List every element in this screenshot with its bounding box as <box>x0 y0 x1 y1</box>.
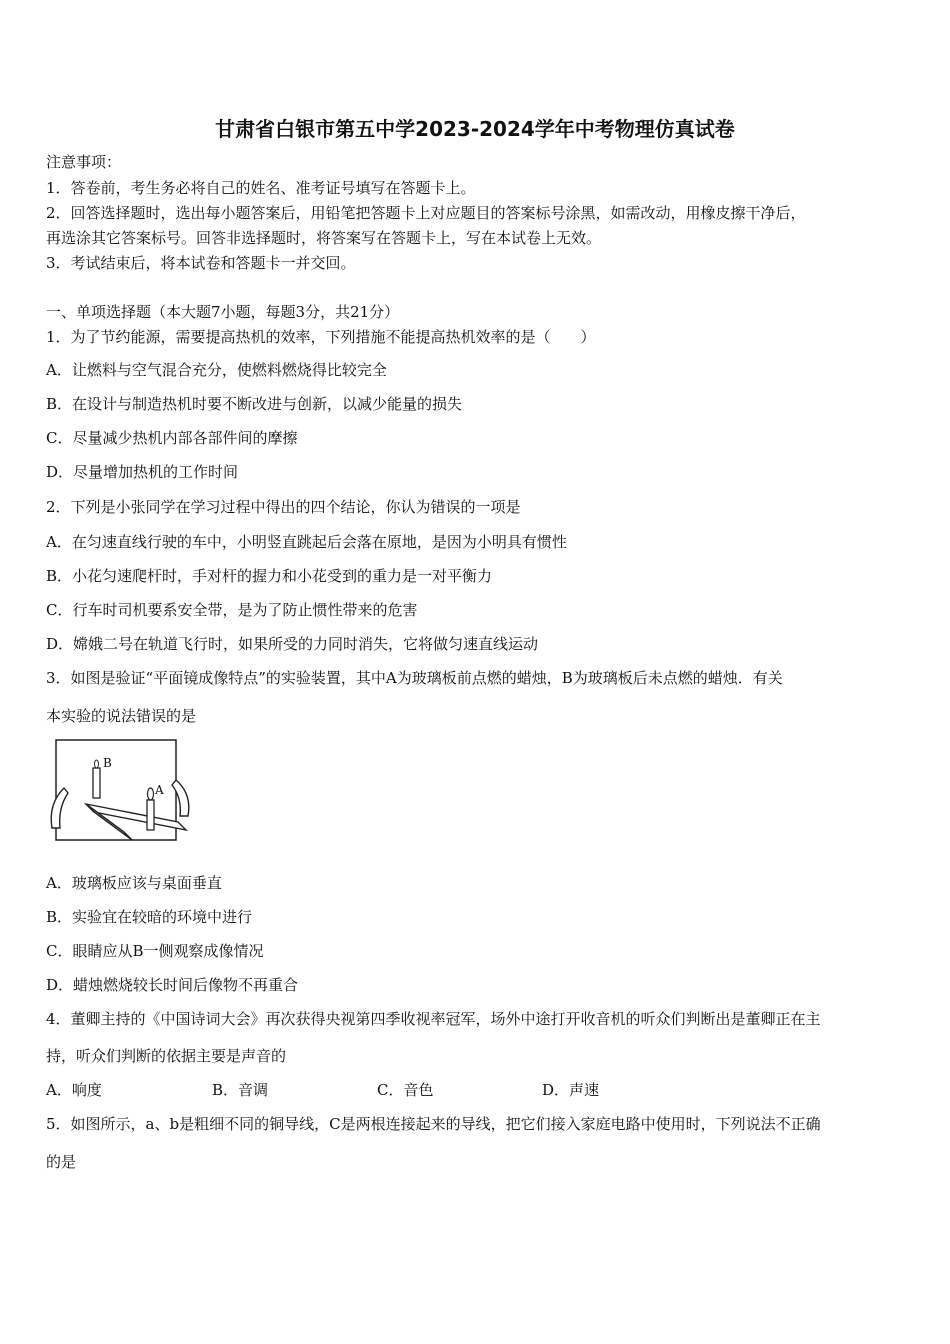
q1-stem: 1．为了节约能源，需要提高热机的效率，下列措施不能提高热机效率的是（ ） <box>46 328 596 346</box>
notice-item-2-cont: 再选涂其它答案标号。回答非选择题时，将答案写在答题卡上，写在本试卷上无效。 <box>46 229 602 247</box>
q4-stem: 4．董卿主持的《中国诗词大会》再次获得央视第四季收视率冠军，场外中途打开收音机的听众们判断出是董卿正在主 <box>46 1010 821 1028</box>
q4-option-b: B．音调 <box>212 1081 269 1099</box>
q1-option-d: D．尽量增加热机的工作时间 <box>46 463 239 481</box>
section-heading: 一、单项选择题（本大题7小题，每题3分，共21分） <box>46 303 400 321</box>
notice-item-3: 3．考试结束后，将本试卷和答题卡一并交回。 <box>46 254 356 272</box>
q2-option-b: B．小花匀速爬杆时，手对杆的握力和小花受到的重力是一对平衡力 <box>46 567 493 585</box>
notice-item-1: 1．答卷前，考生务必将自己的姓名、准考证号填写在答题卡上。 <box>46 179 476 197</box>
q3-option-d: D．蜡烛燃烧较长时间后像物不再重合 <box>46 976 299 994</box>
q3-option-b: B．实验宜在较暗的环境中进行 <box>46 908 253 926</box>
q5-stem-cont: 的是 <box>46 1153 77 1171</box>
figure-label-a: A <box>155 783 164 797</box>
q4-option-a: A．响度 <box>46 1081 102 1099</box>
q2-option-a: A．在匀速直线行驶的车中，小明竖直跳起后会落在原地，是因为小明具有惯性 <box>46 533 567 551</box>
notice-heading: 注意事项： <box>46 153 122 171</box>
q4-option-c: C．音色 <box>377 1081 434 1099</box>
mirror-experiment-figure <box>46 738 192 842</box>
notice-item-2: 2．回答选择题时，选出每小题答案后，用铅笔把答题卡上对应题目的答案标号涂黑，如需改动，用橡皮擦干净后， <box>46 204 806 222</box>
q1-option-c: C．尽量减少热机内部各部件间的摩擦 <box>46 429 298 447</box>
q3-stem-cont: 本实验的说法错误的是 <box>46 707 197 725</box>
q4-stem-cont: 持，听众们判断的依据主要是声音的 <box>46 1047 287 1065</box>
q3-option-c: C．眼睛应从B一侧观察成像情况 <box>46 942 264 960</box>
q1-option-b: B．在设计与制造热机时要不断改进与创新，以减少能量的损失 <box>46 395 463 413</box>
q1-option-a: A．让燃料与空气混合充分，使燃料燃烧得比较完全 <box>46 361 387 379</box>
q2-option-c: C．行车时司机要系安全带，是为了防止惯性带来的危害 <box>46 601 418 619</box>
q3-option-a: A．玻璃板应该与桌面垂直 <box>46 874 222 892</box>
page-title: 甘肃省白银市第五中学2023-2024学年中考物理仿真试卷 <box>215 117 735 141</box>
figure-label-b: B <box>103 756 112 770</box>
q3-stem: 3．如图是验证“平面镜成像特点”的实验装置，其中A为玻璃板前点燃的蜡烛，B为玻璃板后未点燃的蜡烛．有关 <box>46 669 783 687</box>
q4-option-d: D．声速 <box>542 1081 600 1099</box>
q2-option-d: D．嫦娥二号在轨道飞行时，如果所受的力同时消失，它将做匀速直线运动 <box>46 635 539 653</box>
q5-stem: 5．如图所示，a、b是粗细不同的铜导线，C是两根连接起来的导线，把它们接入家庭电路中使用时，下列说法不正确 <box>46 1115 821 1133</box>
q2-stem: 2．下列是小张同学在学习过程中得出的四个结论，你认为错误的一项是 <box>46 498 521 516</box>
